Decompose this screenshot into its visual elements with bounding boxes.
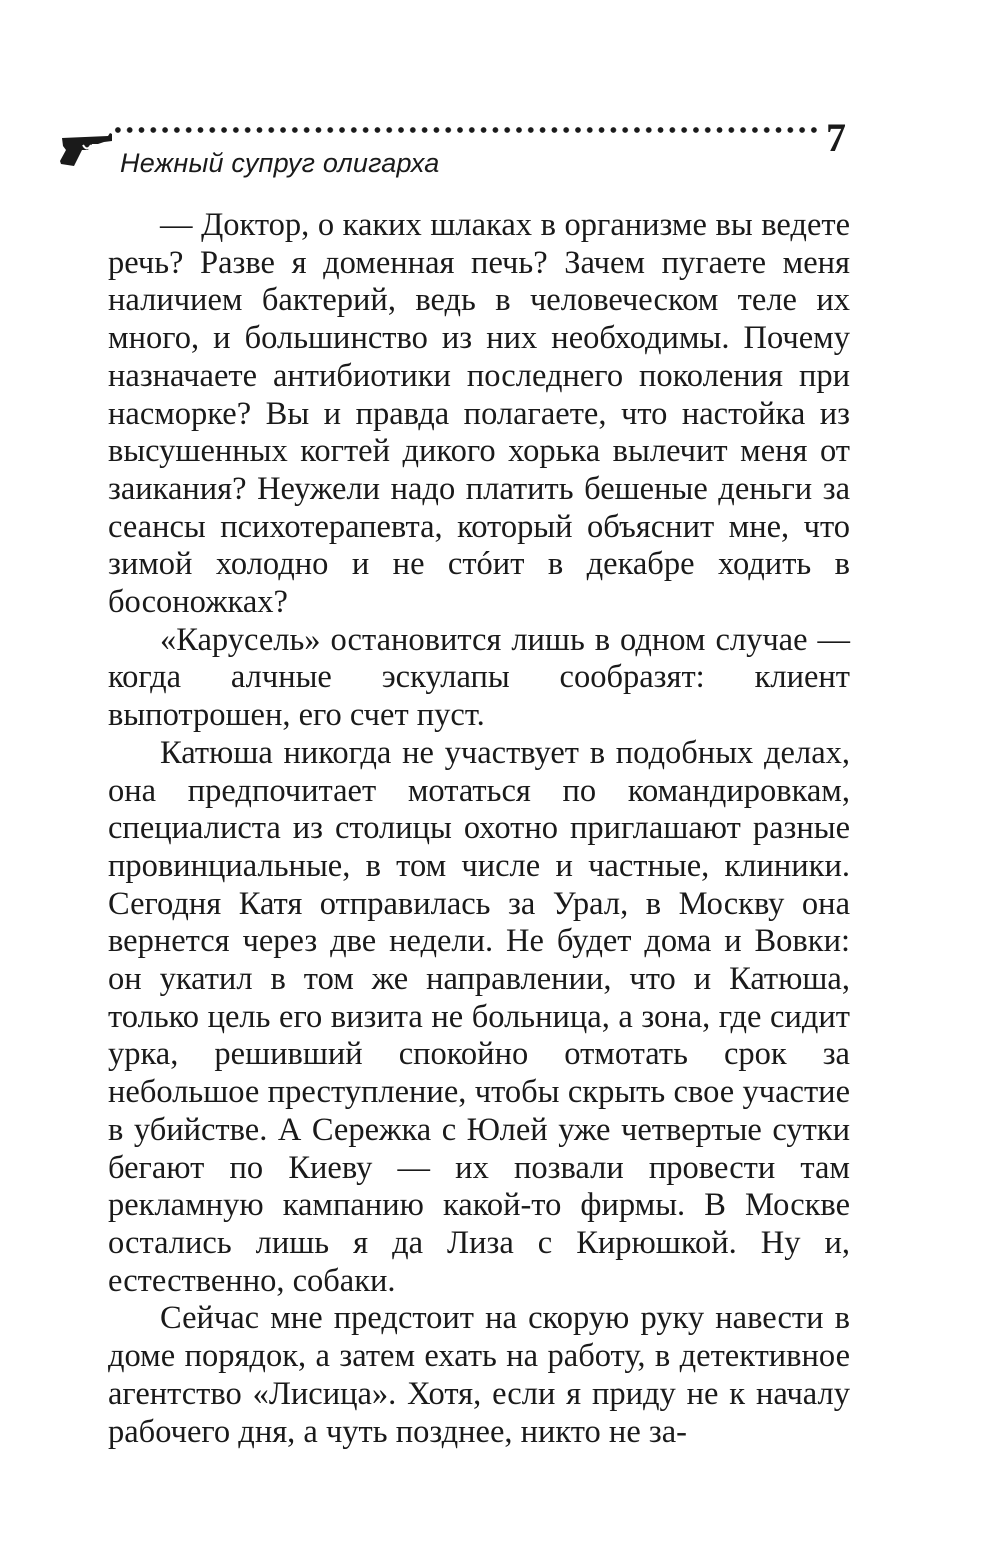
paragraph: — Доктор, о каких шлаках в организме вы ведете речь? Разве я доменная печь? Зачем пугаете меня наличием бактерий, ведь в человеческом теле их много, и большинство из них необходимы. Почему назначаете антибиотики последнего поколения при насморке? Вы и правда полагаете, что настойка из высушенных когтей дикого хорька вылечит меня от заикания? Неужели надо платить бешеные деньги за сеансы психотерапевта, который объяснит мне, что зимой холодно и не стóит в декабре ходить в босоножках? — [108, 207, 850, 621]
paragraph: «Карусель» остановится лишь в одном случае — когда алчные эскулапы сообразят: клиент выпотрошен, его счет пуст. — [108, 621, 850, 734]
page-number: 7 — [826, 115, 846, 160]
page-header — [0, 0, 1000, 200]
paragraph: Сейчас мне предстоит на скорую руку навести в доме порядок, а затем ехать на работу, в детективное агентство «Лисица». Хотя, если я приду не к началу рабочего дня, а чуть позднее, никто не за- — [108, 1300, 850, 1450]
header-dotted-rule — [112, 124, 820, 136]
body-text — [108, 207, 850, 1451]
revolver-icon — [58, 128, 116, 168]
paragraph: Катюша никогда не участвует в подобных делах, она предпочитает мотаться по командировкам, специалиста из столицы охотно приглашают разные провинциальные, в том числе и частные, клиники. Сегодня Катя отправилась за Урал, в Москву она вернется через две недели. Не будет дома и Вовки: он укатил в том же направлении, что и Катюша, только цель его визита не больница, а зона, где сидит урка, решивший спокойно отмотать срок за небольшое преступление, чтобы скрыть свое участие в убийстве. А Сережка с Юлей уже четвертые сутки бегают по Киеву — их позвали провести там рекламную кампанию какой-то фирмы. В Москве остались лишь я да Лиза с Кирюшкой. Ну и, естественно, собаки. — [108, 734, 850, 1299]
running-title: Нежный супруг олигарха — [120, 148, 440, 178]
